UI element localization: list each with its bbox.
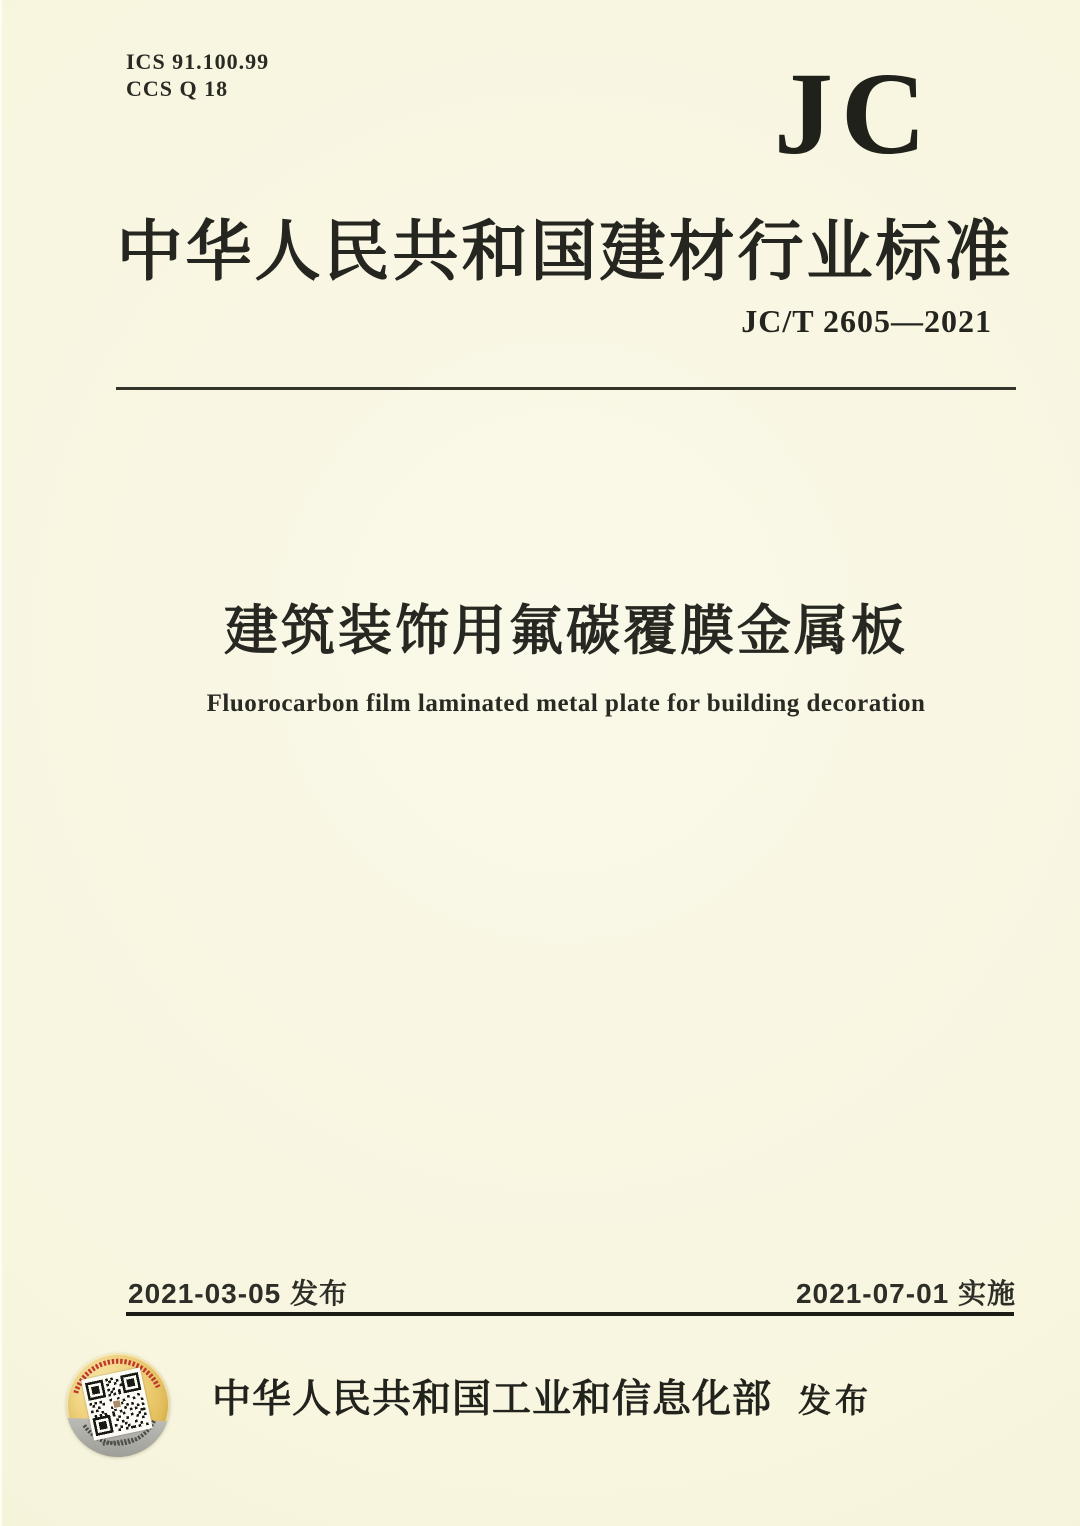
qr-code-icon <box>85 1371 149 1437</box>
standard-category-title: 中华人民共和国建材行业标准 <box>116 216 1014 289</box>
publish-label: 发布 <box>798 1384 872 1420</box>
jc-logo: JC <box>774 48 935 179</box>
document-title-en: Fluorocarbon film laminated metal plate for building decoration <box>206 690 926 717</box>
bottom-divider-rule <box>126 1312 1014 1316</box>
ics-code: ICS 91.100.99 <box>126 49 270 74</box>
qr-code-panel <box>81 1368 153 1441</box>
ccs-code: CCS Q 18 <box>126 76 229 101</box>
document-title-zh: 建筑装饰用氟碳覆膜金属板 <box>224 601 908 661</box>
standard-code: JC/T 2605—2021 <box>741 303 992 339</box>
top-divider-rule <box>116 387 1016 390</box>
implementation-date: 2021-07-01 实施 <box>795 1278 1016 1309</box>
issue-date: 2021-03-05 发布 <box>128 1278 349 1309</box>
anti-counterfeit-sticker <box>62 1349 173 1460</box>
publisher-name: 中华人民共和国工业和信息化部 <box>211 1378 772 1421</box>
classification-codes <box>126 48 269 102</box>
